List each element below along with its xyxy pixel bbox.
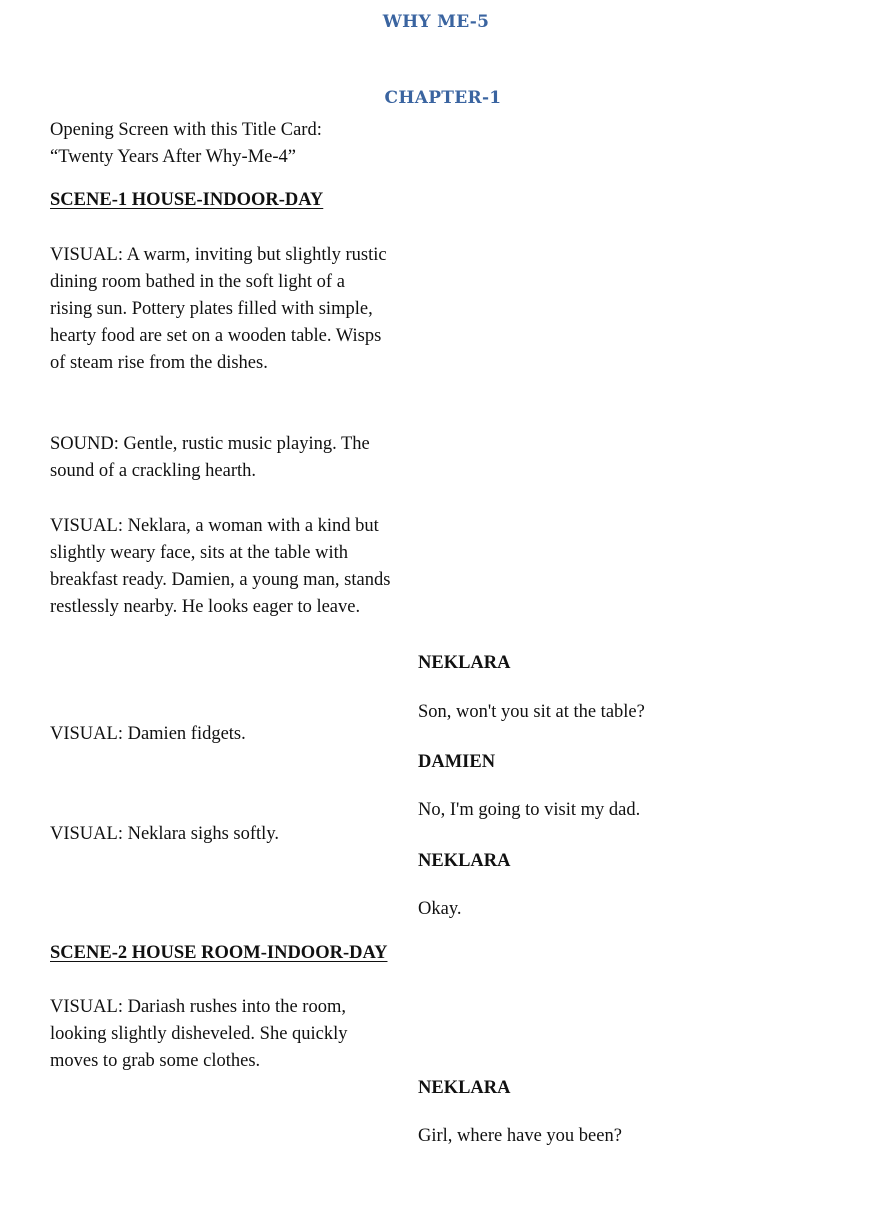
chapter-heading: CHAPTER-1 <box>384 88 502 108</box>
dialogue-line: No, I'm going to visit my dad. <box>418 800 641 820</box>
speaker-name: NEKLARA <box>418 653 511 673</box>
opening-title-card <box>50 117 395 171</box>
dialogue-line: Son, won't you sit at the table? <box>418 702 645 722</box>
scene-2-visual-1: VISUAL: Dariash rushes into the room, looking slightly disheveled. She quickly moves to grab some clothes. <box>50 997 348 1071</box>
dialogue-line: Girl, where have you been? <box>418 1126 622 1146</box>
scene-1-visual-1: VISUAL: A warm, inviting but slightly rustic dining room bathed in the soft light of a rising sun. Pottery plates filled with simple, hearty food are set on a wooden table. Wisps of steam rise from the dishes. <box>50 245 387 373</box>
speaker-name: DAMIEN <box>418 752 496 772</box>
opening-line-2: “Twenty Years After Why-Me-4” <box>50 147 296 167</box>
speaker-name: NEKLARA <box>418 1078 511 1098</box>
scene-1-heading: SCENE-1 HOUSE-INDOOR-DAY <box>50 190 324 210</box>
scene-1-sound-1: SOUND: Gentle, rustic music playing. The sound of a crackling hearth. <box>50 434 370 481</box>
scene-1-visual-2: VISUAL: Neklara, a woman with a kind but slightly weary face, sits at the table with breakfast ready. Damien, a young man, stands restlessly nearby. He looks eager to leave. <box>50 516 391 617</box>
opening-line-1: Opening Screen with this Title Card: <box>50 120 322 140</box>
speaker-name: NEKLARA <box>418 851 511 871</box>
dialogue-line: Okay. <box>418 899 462 919</box>
scene-2-heading: SCENE-2 HOUSE ROOM-INDOOR-DAY <box>50 943 388 963</box>
action-line: VISUAL: Damien fidgets. <box>50 724 246 744</box>
document-title: WHY ME-5 <box>382 12 490 32</box>
action-line: VISUAL: Neklara sighs softly. <box>50 824 279 844</box>
